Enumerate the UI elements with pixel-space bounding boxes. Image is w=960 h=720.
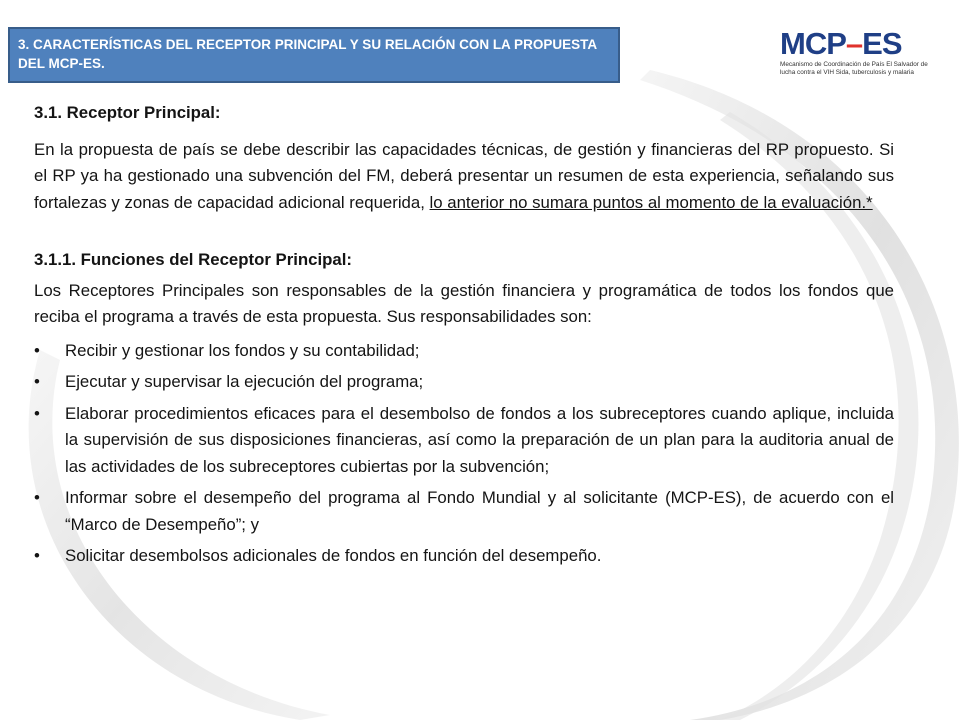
mcp-es-logo xyxy=(780,28,930,98)
list-item xyxy=(34,543,894,570)
bullet-icon: • xyxy=(34,372,40,391)
paragraph-text: En la propuesta de país se debe describir las capacidades técnicas, de gestión y financieras del RP propuesto. Si el RP ya ha gestionado una subvención del FM, deberá presentar un resumen de esta experiencia, señalando sus fortalezas y zonas de capacidad adicional requerida, xyxy=(34,139,894,212)
logo-es-text: ES xyxy=(862,26,902,61)
bullet-icon: • xyxy=(34,340,40,360)
logo-dash: – xyxy=(845,26,863,61)
section-heading-funciones: 3.1.1. Funciones del Receptor Principal: xyxy=(34,250,352,269)
responsibilities-list xyxy=(34,338,894,570)
slide-content xyxy=(34,100,894,575)
list-item xyxy=(34,485,894,538)
list-item xyxy=(34,338,894,365)
funciones-intro-paragraph: Los Receptores Principales son responsables de la gestión financiera y programática de todos los fondos que reciba el programa a través de esta propuesta. Sus responsabilidades son: xyxy=(34,280,894,326)
underlined-note: lo anterior no sumara puntos al momento de la evaluación.* xyxy=(429,192,873,212)
spacer xyxy=(34,216,894,247)
logo-wordmark xyxy=(780,28,930,60)
list-item xyxy=(34,369,894,396)
bullet-icon: • xyxy=(34,403,40,423)
list-item-text: Recibir y gestionar los fondos y su contabilidad; xyxy=(65,340,420,360)
section-heading-receptor-principal: 3.1. Receptor Principal: xyxy=(34,103,221,122)
logo-mcp-text: MCP xyxy=(780,26,846,61)
receptor-principal-paragraph xyxy=(34,137,894,217)
list-item-text: Elaborar procedimientos eficaces para el desembolso de fondos a los subreceptores cuando aplique, incluida la supervisión de sus disposiciones financieras, así como la preparación de un plan para la auditoria anual de las actividades de los subreceptores cubiertas por la subvención; xyxy=(65,403,894,476)
list-item-text: Solicitar desembolsos adicionales de fondos en función del desempeño. xyxy=(65,546,602,565)
section-header-title: 3. CARACTERÍSTICAS DEL RECEPTOR PRINCIPAL Y SU RELACIÓN CON LA PROPUESTA DEL MCP-ES. xyxy=(18,37,597,71)
section-header-box xyxy=(8,27,620,83)
list-item-text: Ejecutar y supervisar la ejecución del programa; xyxy=(65,372,424,391)
list-item xyxy=(34,401,894,481)
bullet-icon: • xyxy=(34,488,40,507)
list-item-text: Informar sobre el desempeño del programa al Fondo Mundial y al solicitante (MCP-ES), de acuerdo con el “Marco de Desempeño”; y xyxy=(65,488,894,534)
logo-subtitle: Mecanismo de Coordinación de País El Salvador de lucha contra el VIH Sida, tuberculosis y malaria xyxy=(780,61,928,76)
bullet-icon: • xyxy=(34,546,40,565)
